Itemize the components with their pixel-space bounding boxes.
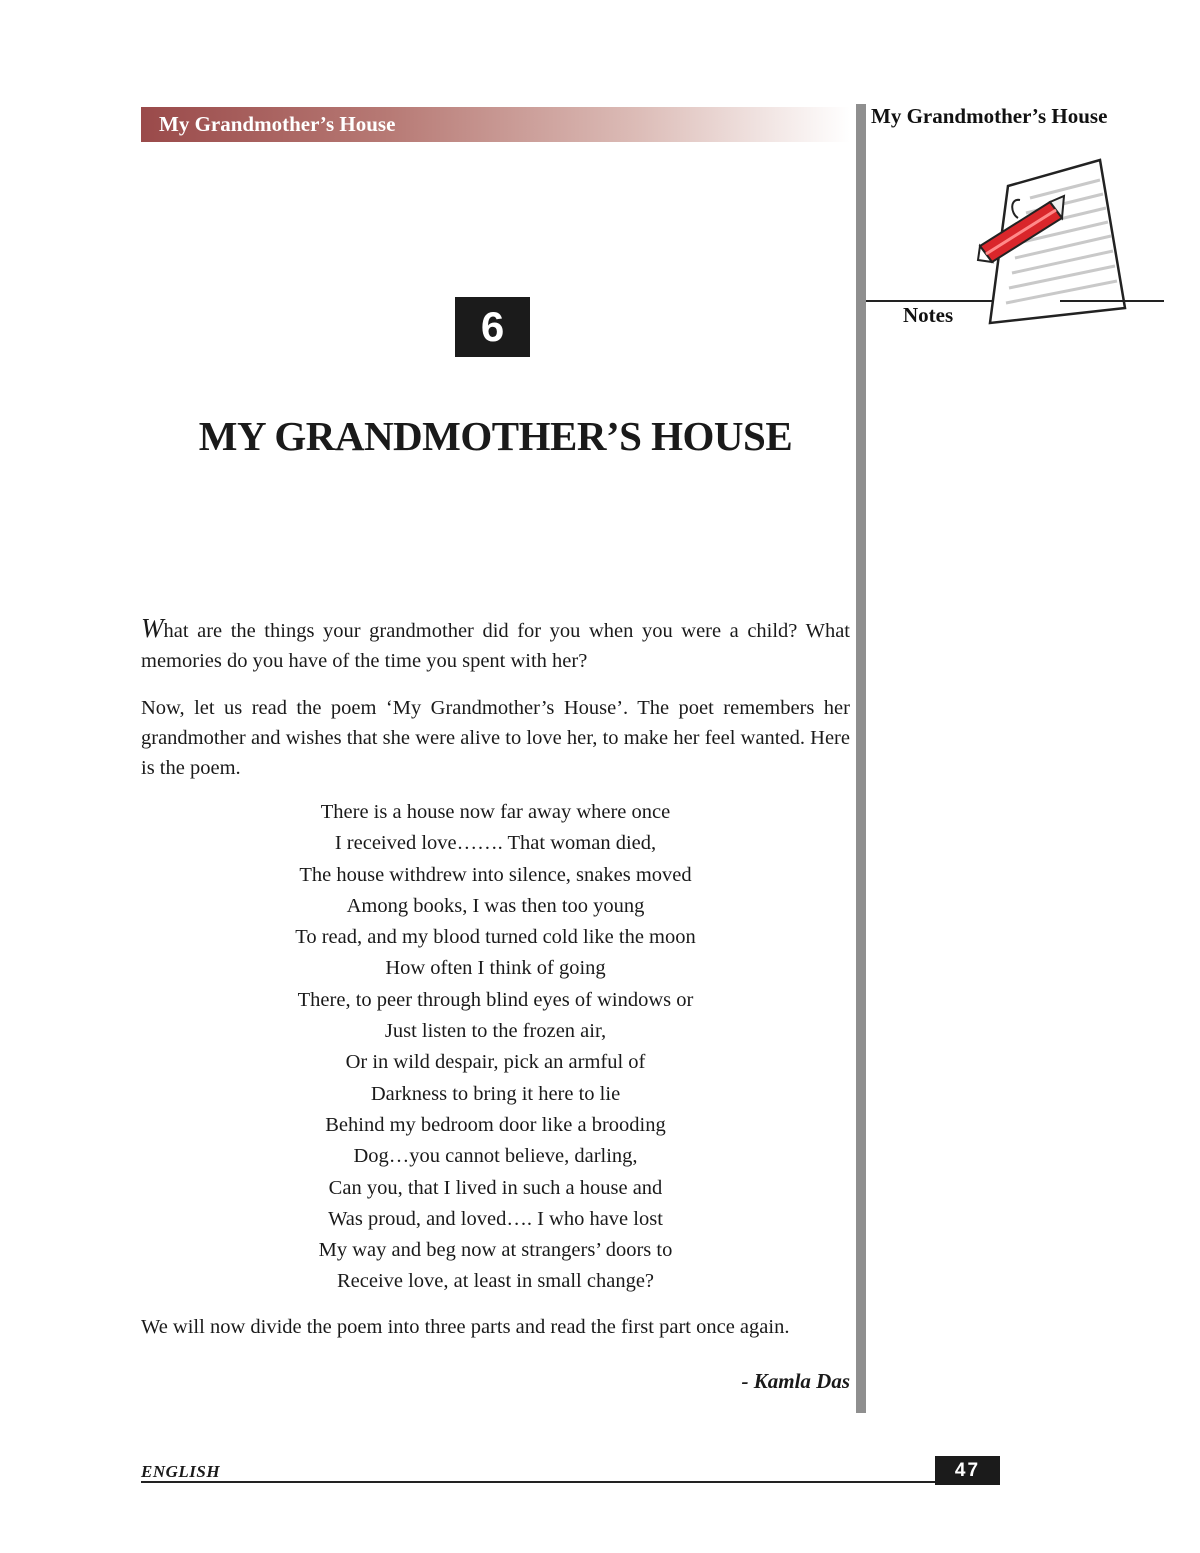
poem-line: Among books, I was then too young bbox=[346, 894, 645, 917]
sidebar-title: My Grandmother’s House bbox=[871, 104, 1108, 128]
poem-author: - Kamla Das bbox=[741, 1369, 850, 1393]
notes-pencil-icon bbox=[960, 158, 1135, 328]
intro-paragraph-2: Now, let us read the poem ‘My Grandmother’s House’. The poet remembers her grandmother and wishes that she were alive to love her, to make her feel wanted. Here is the poem. bbox=[141, 697, 850, 779]
intro-paragraph-1-text: hat are the things your grandmother did for you when you were a child? What memories do you have of the time you spent with her? bbox=[141, 620, 850, 672]
poem-line: How often I think of going bbox=[385, 957, 606, 980]
poem-line: Dog…you cannot believe, darling, bbox=[353, 1145, 638, 1168]
poem-line: Or in wild despair, pick an armful of bbox=[345, 1051, 646, 1074]
poem-line: There is a house now far away where once bbox=[320, 801, 671, 823]
margin-divider bbox=[856, 104, 866, 1413]
poem-line: Darkness to bring it here to lie bbox=[370, 1082, 621, 1105]
poem-line: The house withdrew into silence, snakes moved bbox=[299, 863, 692, 886]
running-header-band bbox=[141, 107, 850, 142]
notes-label: Notes bbox=[903, 303, 954, 327]
page-number: 47 bbox=[935, 1456, 1000, 1485]
poem-line: My way and beg now at strangers’ doors to bbox=[318, 1239, 673, 1262]
poem-line: Just listen to the frozen air, bbox=[384, 1020, 607, 1043]
running-header-title: My Grandmother’s House bbox=[159, 112, 396, 136]
poem-line: Was proud, and loved…. I who have lost bbox=[328, 1207, 663, 1230]
poem-line: Can you, that I lived in such a house and bbox=[328, 1176, 663, 1199]
outro-paragraph: We will now divide the poem into three parts and read the first part once again. bbox=[141, 1316, 790, 1338]
poem-line: To read, and my blood turned cold like the moon bbox=[295, 926, 696, 949]
chapter-number: 6 bbox=[455, 297, 530, 357]
poem-line: There, to peer through blind eyes of windows or bbox=[297, 988, 694, 1011]
footer-rule bbox=[141, 1481, 935, 1483]
footer-subject: ENGLISH bbox=[141, 1462, 221, 1481]
notes-rule-right bbox=[1060, 300, 1164, 302]
notes-rule-left bbox=[866, 300, 992, 302]
poem-text bbox=[141, 797, 850, 1298]
poem-line: Behind my bedroom door like a brooding bbox=[325, 1113, 666, 1136]
chapter-title: MY GRANDMOTHER’S HOUSE bbox=[198, 413, 793, 459]
intro-paragraph-1 bbox=[141, 613, 850, 676]
poem-line: I received love……. That woman died, bbox=[334, 832, 657, 855]
drop-cap: W bbox=[141, 613, 164, 643]
poem-line: Receive love, at least in small change? bbox=[336, 1270, 655, 1293]
